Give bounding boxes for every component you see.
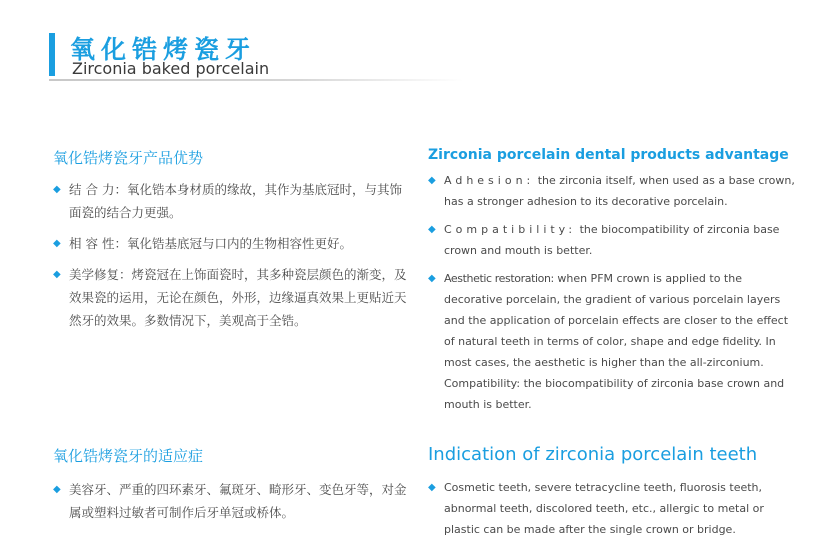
- diamond-icon: ◆: [428, 175, 436, 186]
- list-item: ◆ 结 合 力：氧化锆本身材质的缘故，其作为基底冠时，与其饰面瓷的结合力更强。: [53, 178, 408, 224]
- title-divider: [49, 79, 463, 81]
- list-item: ◆ Aesthetic restoration: when PFM crown is applied to the decorative porcelain, the gradient of various porcelain layers and the application of porcelain effects are closer to the effect of natural teeth in terms of color, shape and edge fidelity. In most cases, the aesthetic is higher than the all-zirconium. Compatibility: the biocompatibility of zirconia base crown and mouth is better.: [428, 268, 800, 415]
- list-item: ◆ Compatibility: the biocompatibility of zirconia base crown and mouth is better.: [428, 219, 800, 261]
- advantages-en-column: [428, 147, 800, 415]
- list-item: ◆ 相 容 性：氧化锆基底冠与口内的生物相容性更好。: [53, 232, 408, 255]
- list-item: ◆ 美容牙、严重的四环素牙、氟斑牙、畸形牙、变色牙等，对金属或塑料过敏者可制作后牙单冠或桥体。: [53, 478, 408, 524]
- diamond-icon: ◆: [53, 484, 61, 495]
- diamond-icon: ◆: [428, 482, 436, 493]
- list-item: ◆ 美学修复：烤瓷冠在上饰面瓷时，其多种瓷层颜色的渐变，及效果瓷的运用，无论在颜色，外形，边缘逼真效果上更贴近天然牙的效果。多数情况下，美观高于全锆。: [53, 263, 408, 332]
- advantages-cn-column: [53, 147, 408, 332]
- indications-heading-en: Indication of zirconia porcelain teeth: [428, 444, 758, 465]
- diamond-icon: ◆: [53, 238, 61, 249]
- indications-en-column: [428, 444, 800, 540]
- diamond-icon: ◆: [53, 269, 61, 280]
- diamond-icon: ◆: [53, 184, 61, 195]
- page-title-en: Zirconia baked porcelain: [72, 59, 270, 78]
- list-item: ◆ Cosmetic teeth, severe tetracycline teeth, fluorosis teeth, abnormal teeth, discolored teeth, etc., allergic to metal or plastic can be made after the single crown or bridge.: [428, 477, 800, 540]
- advantages-heading-en: Zirconia porcelain dental products advantage: [428, 147, 789, 163]
- diamond-icon: ◆: [428, 273, 436, 284]
- title-accent-bar: [49, 33, 55, 76]
- advantages-heading-cn: 氧化锆烤瓷牙产品优势: [53, 149, 204, 167]
- page-title-cn: 氧化锆烤瓷牙: [70, 35, 257, 64]
- indications-heading-cn: 氧化锆烤瓷牙的适应症: [53, 447, 204, 465]
- indications-cn-column: [53, 445, 408, 524]
- list-item: ◆ Adhesion: the zirconia itself, when used as a base crown, has a stronger adhesion to its decorative porcelain.: [428, 170, 800, 212]
- diamond-icon: ◆: [428, 224, 436, 235]
